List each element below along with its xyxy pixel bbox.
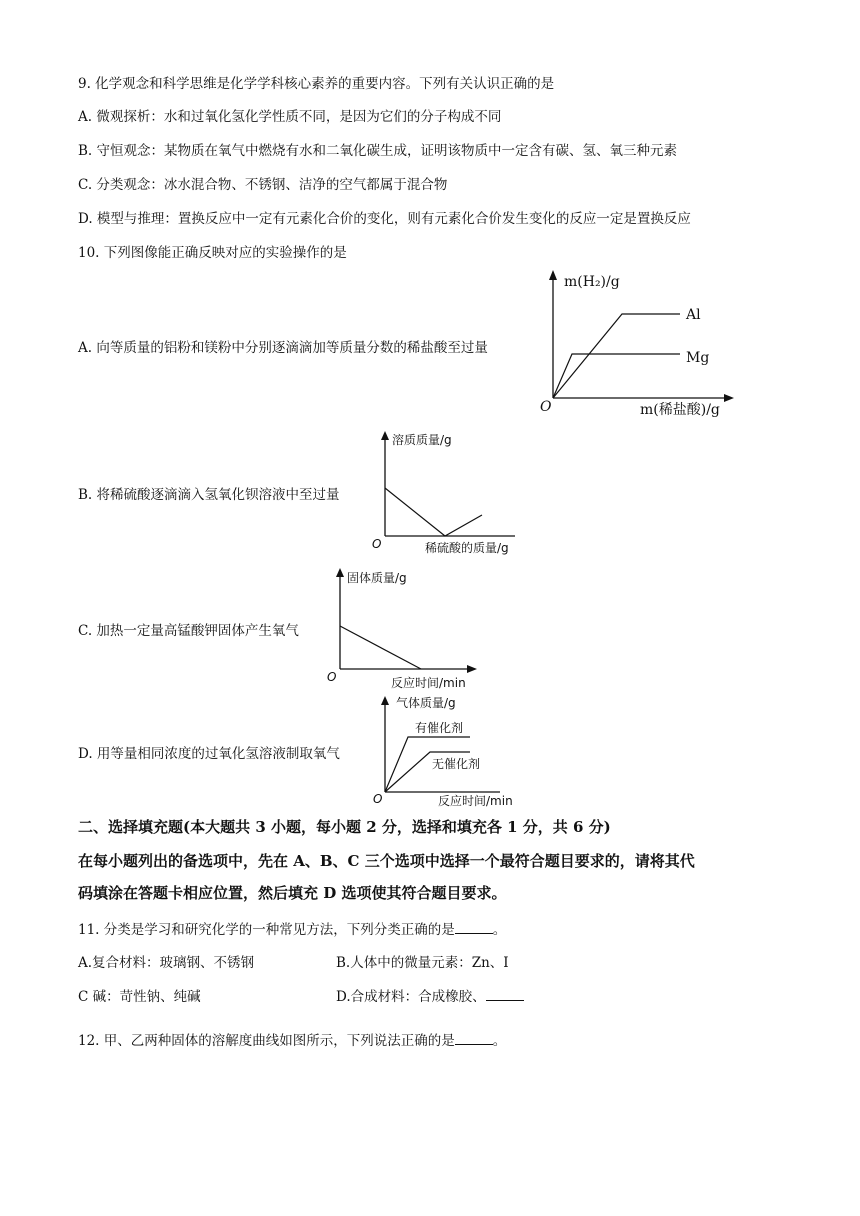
q10-graph-c <box>325 565 485 699</box>
q11-option-a: A.复合材料：玻璃钢、不锈钢 <box>78 955 255 971</box>
graph-d-origin: O <box>373 792 383 806</box>
q12-stem: 12. 甲、乙两种固体的溶解度曲线如图所示，下列说法正确的是 <box>78 1033 455 1049</box>
q12-stem-line <box>78 1032 506 1050</box>
graph-b-xlabel: 稀硫酸的质量/g <box>425 541 509 555</box>
graph-a-series-al: Al <box>686 307 701 323</box>
q10-graph-b <box>370 428 530 562</box>
q9-option-d: D. 模型与推理：置换反应中一定有元素化合价的变化，则有元素化合价发生变化的反应一定是置换反应 <box>78 211 691 227</box>
q9-option-a: A. 微观探析：水和过氧化氢化学性质不同，是因为它们的分子构成不同 <box>78 109 502 125</box>
q10-stem: 10. 下列图像能正确反映对应的实验操作的是 <box>78 245 347 261</box>
graph-c-x-arrow <box>467 665 477 673</box>
section2-instruction-2: 码填涂在答题卡相应位置，然后填充 D 选项使其符合题目要求。 <box>78 884 507 902</box>
q10-graph-d <box>370 693 530 817</box>
graph-d-y-arrow <box>381 696 389 705</box>
q12-stem-end: 。 <box>492 1033 507 1049</box>
section2-instruction-1: 在每小题列出的备选项中，先在 A、B、C 三个选项中选择一个最符合题目要求的，请将其代 <box>78 852 695 870</box>
graph-d-series-no-catalyst: 无催化剂 <box>432 757 481 771</box>
graph-a-y-arrow <box>549 270 557 280</box>
q11-stem-line <box>78 921 506 939</box>
section2-title: 二、选择填充题(本大题共 3 小题，每小题 2 分，选择和填充各 1 分，共 6 分) <box>78 818 611 836</box>
q11-stem-end: 。 <box>492 922 507 938</box>
q9-option-c: C. 分类观念：冰水混合物、不锈钢、洁净的空气都属于混合物 <box>78 177 448 193</box>
graph-a-origin: O <box>540 399 552 415</box>
graph-b-svg <box>370 428 530 558</box>
q11-d-blank[interactable] <box>486 988 524 1001</box>
q9-stem: 9. 化学观念和科学思维是化学学科核心素养的重要内容。下列有关认识正确的是 <box>78 76 555 92</box>
q10-option-c: C. 加热一定量高锰酸钾固体产生氧气 <box>78 623 299 639</box>
q11-option-d: D.合成材料：合成橡胶、 <box>336 989 486 1005</box>
q10-graph-a <box>540 268 740 422</box>
graph-b-ylabel: 溶质质量/g <box>392 433 452 447</box>
graph-a-xlabel: m(稀盐酸)/g <box>640 402 720 418</box>
q11-option-d-line <box>336 988 524 1006</box>
graph-a-svg <box>540 268 740 418</box>
q11-option-c: C 碱：苛性钠、纯碱 <box>78 989 201 1005</box>
q10-option-b: B. 将稀硫酸逐滴滴入氢氧化钡溶液中至过量 <box>78 487 340 503</box>
graph-a-ylabel: m(H₂)/g <box>564 274 620 290</box>
graph-b-origin: O <box>372 537 382 551</box>
graph-d-xlabel: 反应时间/min <box>438 794 513 808</box>
graph-c-svg <box>325 565 485 695</box>
q11-answer-blank[interactable] <box>455 921 493 934</box>
graph-a-curve-mg <box>553 354 680 398</box>
q10-option-d: D. 用等量相同浓度的过氧化氢溶液制取氧气 <box>78 746 340 762</box>
graph-c-ylabel: 固体质量/g <box>347 571 407 585</box>
q9-option-b: B. 守恒观念：某物质在氧气中燃烧有水和二氧化碳生成，证明该物质中一定含有碳、氢、氧三种元素 <box>78 143 678 159</box>
graph-c-xlabel: 反应时间/min <box>391 676 466 690</box>
graph-a-series-mg: Mg <box>686 350 710 366</box>
graph-a-x-arrow <box>724 394 734 402</box>
graph-c-origin: O <box>327 670 337 684</box>
q11-stem: 11. 分类是学习和研究化学的一种常见方法，下列分类正确的是 <box>78 922 455 938</box>
graph-c-curve <box>340 626 421 669</box>
graph-b-curve <box>385 488 482 536</box>
graph-a-curve-al <box>553 314 680 398</box>
graph-d-series-catalyst: 有催化剂 <box>415 721 464 735</box>
q12-answer-blank[interactable] <box>455 1032 493 1045</box>
q10-option-a: A. 向等质量的铝粉和镁粉中分别逐滴滴加等质量分数的稀盐酸至过量 <box>78 340 488 356</box>
graph-d-svg <box>370 693 530 813</box>
q11-option-b: B.人体中的微量元素：Zn、I <box>336 955 509 971</box>
graph-d-ylabel: 气体质量/g <box>396 696 456 710</box>
graph-c-y-arrow <box>336 568 344 577</box>
graph-b-y-arrow <box>381 431 389 440</box>
